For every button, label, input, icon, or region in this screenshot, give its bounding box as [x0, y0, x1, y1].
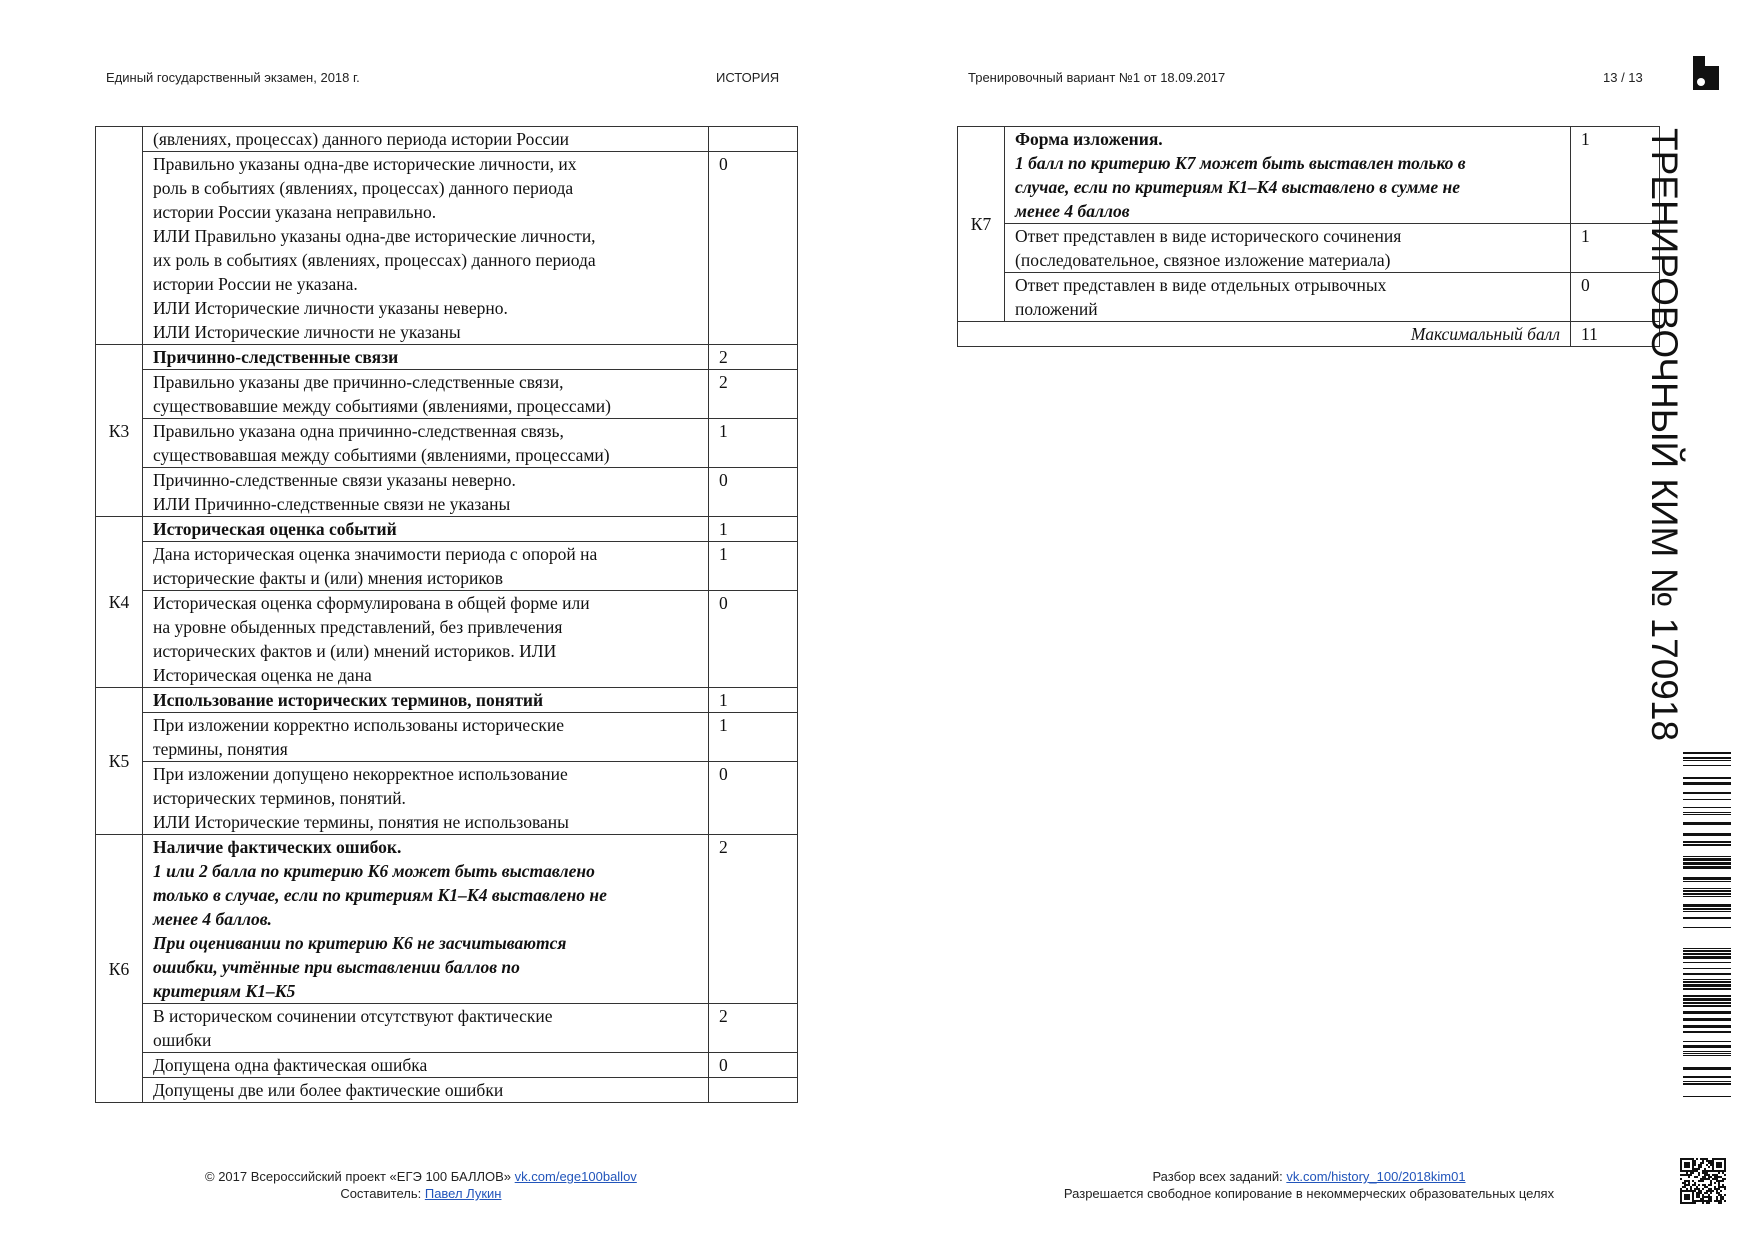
criterion-code-k5: К5 — [96, 688, 143, 835]
barcode-icon — [1683, 752, 1731, 1102]
variant-title: Тренировочный вариант №1 от 18.09.2017 — [968, 70, 1226, 85]
table-row: Допущены две или более фактические ошибки — [96, 1078, 798, 1103]
max-score-value: 11 — [1571, 322, 1660, 347]
score-value: 1 — [709, 517, 798, 542]
criterion-text: (явлениях, процессах) данного периода истории России — [153, 129, 570, 149]
table-row: Допущена одна фактическая ошибка 0 — [96, 1053, 798, 1078]
criterion-title: Использование исторических терминов, понятий — [143, 688, 709, 713]
table-row: При изложении допущено некорректное использование исторических терминов, понятий. ИЛИ Исторические термины, понятия не использованы 0 — [96, 762, 798, 835]
score-value: 0 — [709, 468, 798, 517]
max-score-label: Максимальный балл — [958, 322, 1571, 347]
score-value: 1 — [709, 688, 798, 713]
table-row: К7 Форма изложения. 1 балл по критерию К7 может быть выставлен только в случае, если по критериям К1–К4 выставлено в сумме не менее 4 баллов 1 — [958, 127, 1660, 224]
table-row: В историческом сочинении отсутствуют фактические ошибки 2 — [96, 1004, 798, 1053]
footer-right — [1030, 1168, 1588, 1202]
table-row: Правильно указаны две причинно-следственные связи, существовавшие между событиями (явлениями, процессами) 2 — [96, 370, 798, 419]
page-number: 13 / 13 — [1603, 70, 1643, 85]
score-value: 0 — [709, 762, 798, 835]
criteria-table-left — [95, 126, 798, 1103]
score-value: 1 — [709, 419, 798, 468]
table-row — [96, 688, 798, 713]
criterion-code-k6: К6 — [96, 835, 143, 1103]
score-value: 0 — [709, 1053, 798, 1078]
criteria-table-right — [957, 126, 1660, 347]
score-value: 2 — [709, 345, 798, 370]
analysis-label: Разбор всех заданий: — [1152, 1169, 1283, 1184]
criterion-title: Наличие фактических ошибок. — [153, 837, 402, 857]
subject-title: ИСТОРИЯ — [716, 70, 780, 85]
table-row: Правильно указана одна причинно-следственная связь, существовавшая между событиями (явлениями, процессами) 1 — [96, 419, 798, 468]
score-value: 1 — [709, 542, 798, 591]
footer-left — [205, 1168, 637, 1202]
score-value: 1 — [1571, 127, 1660, 224]
table-row: Ответ представлен в виде исторического сочинения (последовательное, связное изложение материала) 1 — [958, 224, 1660, 273]
table-row: Ответ представлен в виде отдельных отрывочных положений 0 — [958, 273, 1660, 322]
table-row: При изложении корректно использованы исторические термины, понятия 1 — [96, 713, 798, 762]
author-label: Составитель: — [340, 1186, 422, 1201]
score-value: 1 — [1571, 224, 1660, 273]
criterion-code-k4: К4 — [96, 517, 143, 688]
score-value: 0 — [1571, 273, 1660, 322]
table-row — [96, 517, 798, 542]
table-row: Историческая оценка сформулирована в общей форме или на уровне обыденных представлений, без привлечения исторических фактов и (или) мнений историков. ИЛИ Историческая оценка не дана 0 — [96, 591, 798, 688]
score-value: 0 — [709, 591, 798, 688]
vk-link[interactable]: vk.com/ege100ballov — [514, 1169, 637, 1184]
table-row — [958, 322, 1660, 347]
qr-code-icon — [1680, 1158, 1726, 1204]
score-value: 2 — [709, 835, 798, 1004]
score-value: 0 — [709, 152, 798, 345]
side-title: ТРЕНИРОВОЧНЫЙ КИМ № 170918 — [1644, 128, 1685, 742]
exam-title: Единый государственный экзамен, 2018 г. — [106, 70, 360, 85]
license-text: Разрешается свободное копирование в некоммерческих образовательных целях — [1063, 1186, 1555, 1201]
table-row — [96, 127, 798, 152]
table-row — [96, 345, 798, 370]
analysis-link[interactable]: vk.com/history_100/2018kim01 — [1286, 1169, 1466, 1184]
table-row: К6 Наличие фактических ошибок. 1 или 2 балла по критерию К6 может быть выставлено только в случае, если по критериям К1–К4 выставлено не менее 4 баллов. При оценивании по критерию К6 не засчитываются ошибки, учтённые при выставлении баллов по критериям К1–К5 2 — [96, 835, 798, 1004]
score-value: 2 — [709, 370, 798, 419]
criterion-title: Причинно-следственные связи — [143, 345, 709, 370]
score-value: 1 — [709, 713, 798, 762]
score-value: 2 — [709, 1004, 798, 1053]
table-row: Причинно-следственные связи указаны неверно. ИЛИ Причинно-следственные связи не указаны 0 — [96, 468, 798, 517]
criterion-title: Форма изложения. — [1015, 129, 1163, 149]
criterion-code-k3: К3 — [96, 345, 143, 517]
logo-icon — [1693, 56, 1719, 90]
table-row: Правильно указаны одна-две исторические личности, их роль в событиях (явлениях, процессах) данного периода истории России указана неправильно. ИЛИ Правильно указаны одна-две исторические личности, их роль в событиях (явлениях, процессах) данного периода истории России не указана. ИЛИ Исторические личности указаны неверно. ИЛИ Исторические личности не указаны 0 — [96, 152, 798, 345]
copyright-text: © 2017 Всероссийский проект «ЕГЭ 100 БАЛЛОВ» — [205, 1169, 512, 1184]
criterion-title: Историческая оценка событий — [143, 517, 709, 542]
score-value — [709, 1078, 798, 1103]
criterion-code-k7: К7 — [958, 127, 1005, 322]
table-row: Дана историческая оценка значимости периода с опорой на исторические факты и (или) мнения историков 1 — [96, 542, 798, 591]
author-link[interactable]: Павел Лукин — [424, 1186, 502, 1201]
